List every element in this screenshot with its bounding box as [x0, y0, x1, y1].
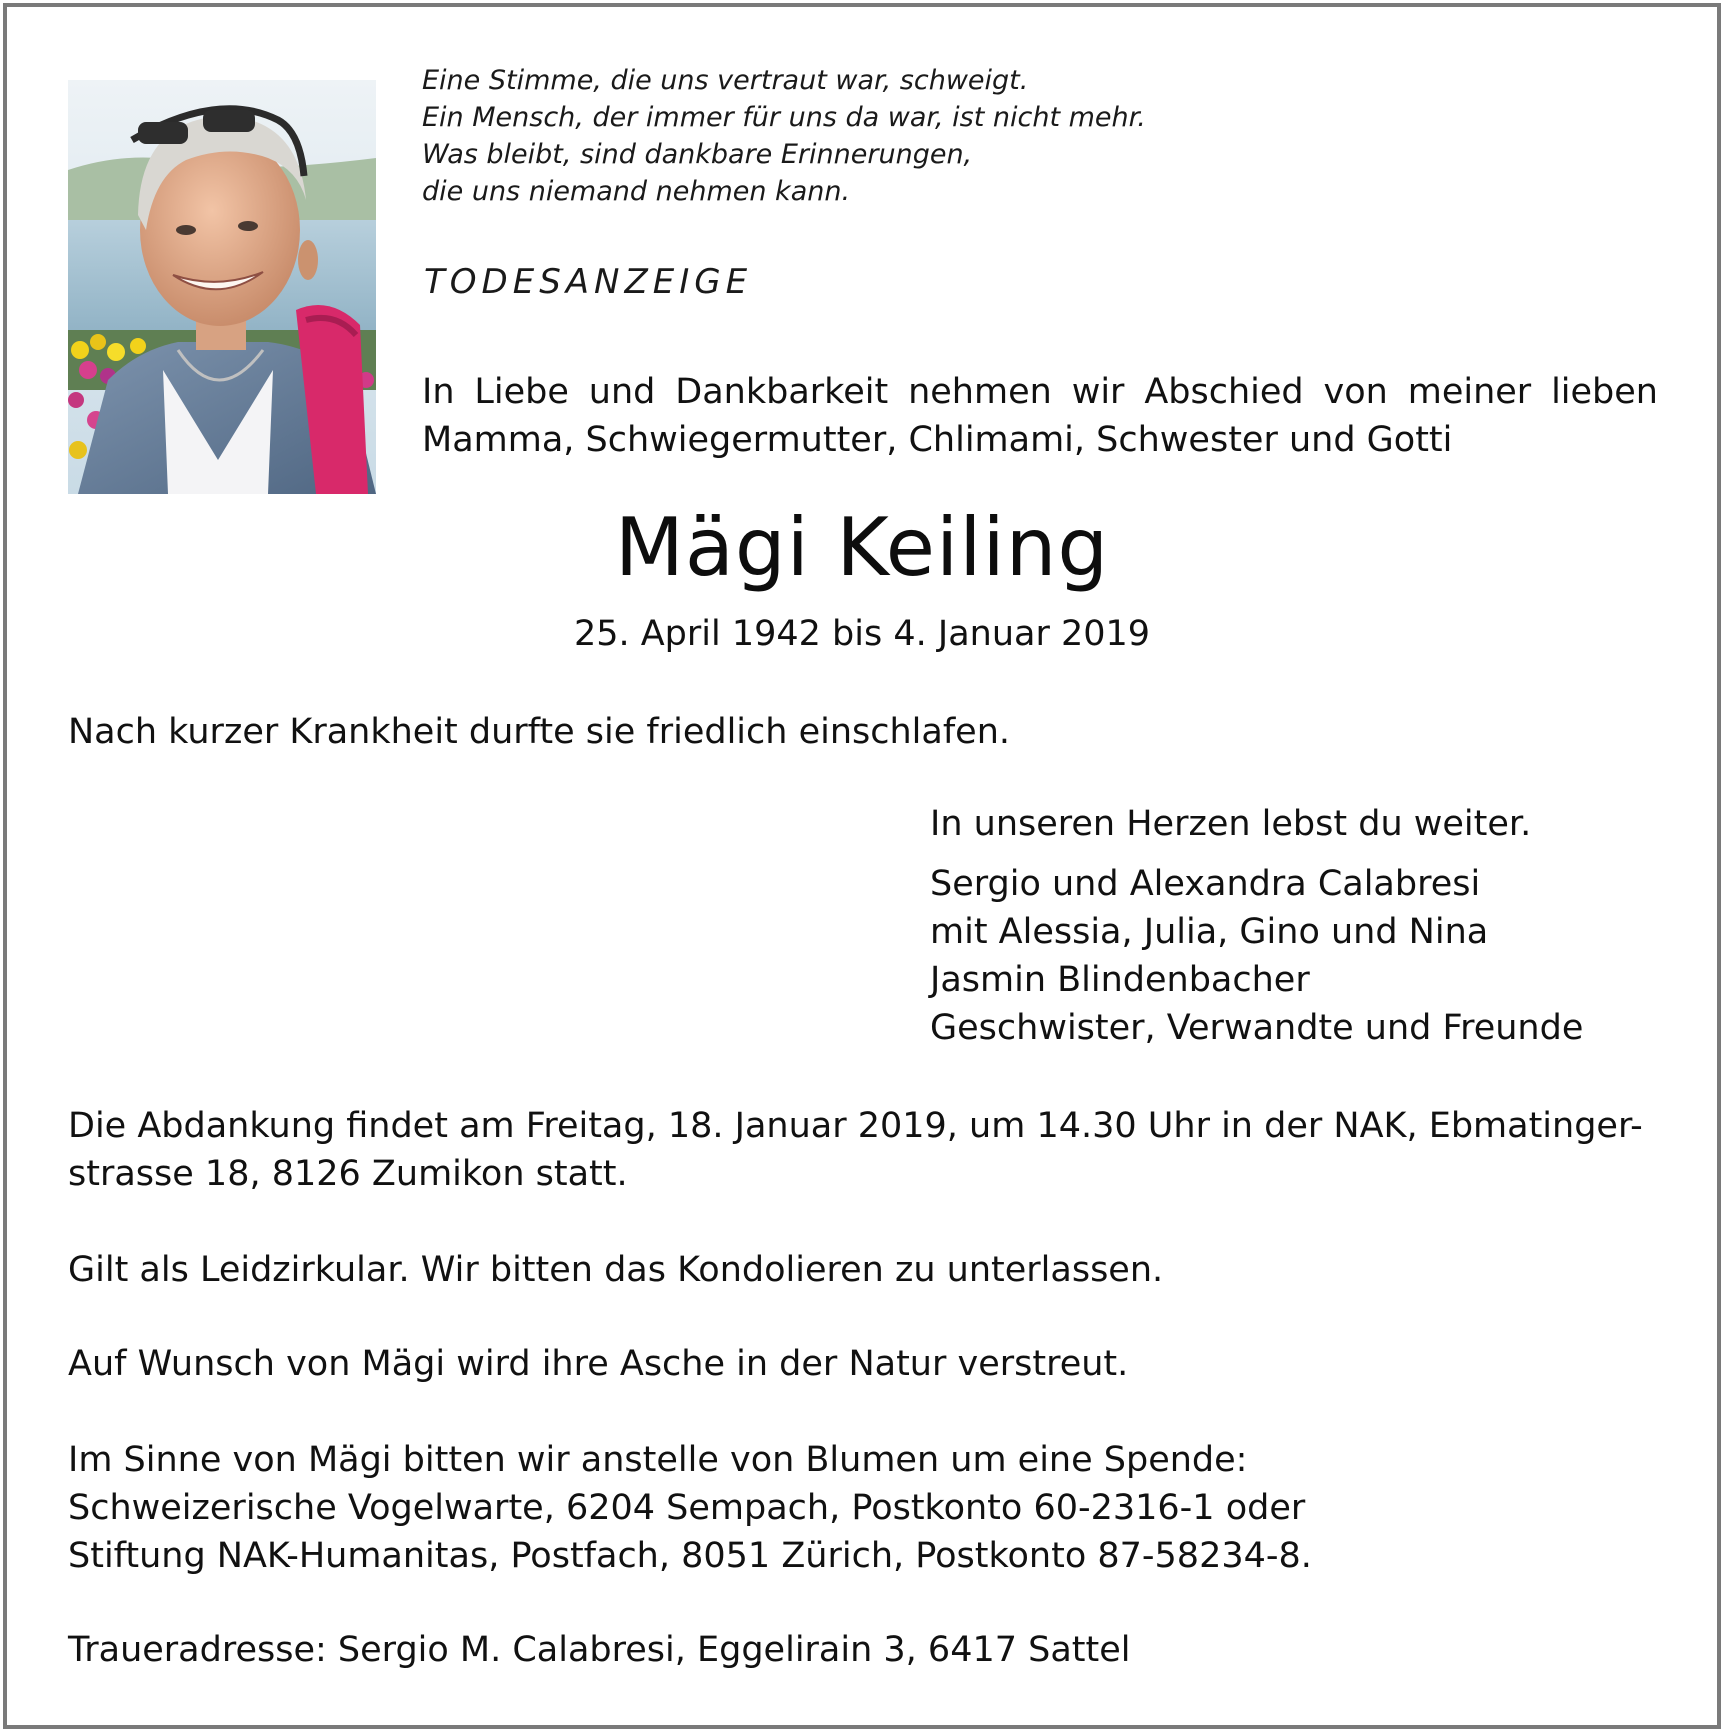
mourning-address: Traueradresse: Sergio M. Calabresi, Eggelirain 3, 6417 Sattel [68, 1630, 1131, 1670]
donation-line: Schweizerische Vogelwarte, 6204 Sempach, Postkonto 60-2316-1 oder [68, 1488, 1306, 1528]
notice-heading: TODESANZEIGE [424, 262, 753, 302]
donation-line: Stiftung NAK-Humanitas, Postfach, 8051 Zürich, Postkonto 87-58234-8. [68, 1536, 1312, 1576]
service-line: Die Abdankung findet am Freitag, 18. Januar 2019, um 14.30 Uhr in der NAK, Ebmatinger- [68, 1106, 1643, 1146]
service-line: strasse 18, 8126 Zumikon statt. [68, 1154, 628, 1194]
donation-line: Im Sinne von Mägi bitten wir anstelle von Blumen um eine Spende: [68, 1440, 1248, 1480]
poem-line: die uns niemand nehmen kann. [422, 176, 851, 207]
donation-info [68, 1436, 1312, 1580]
ashes-note: Auf Wunsch von Mägi wird ihre Asche in der Natur verstreut. [68, 1344, 1129, 1384]
intro-text [422, 368, 1658, 464]
life-dates: 25. April 1942 bis 4. Januar 2019 [573, 614, 1151, 654]
poem [422, 62, 1322, 210]
portrait-image [68, 80, 376, 494]
intro-line: In Liebe und Dankbarkeit nehmen wir Abschied von meiner lieben [422, 372, 1658, 412]
poem-line: Ein Mensch, der immer für uns da war, ist nicht mehr. [422, 102, 1146, 133]
family-member: Sergio und Alexandra Calabresi [930, 864, 1481, 904]
family-motto: In unseren Herzen lebst du weiter. [930, 804, 1532, 844]
circular-note: Gilt als Leidzirkular. Wir bitten das Kondolieren zu unterlassen. [68, 1250, 1164, 1290]
family-member: mit Alessia, Julia, Gino und Nina [930, 912, 1489, 952]
poem-line: Was bleibt, sind dankbare Erinnerungen, [422, 139, 973, 170]
illness-text: Nach kurzer Krankheit durfte sie friedlich einschlafen. [68, 712, 1011, 752]
service-info [68, 1102, 1658, 1198]
family-member: Jasmin Blindenbacher [930, 960, 1310, 1000]
intro-line: Mamma, Schwiegermutter, Chlimami, Schwester und Gotti [422, 420, 1453, 460]
deceased-name: Mägi Keiling [614, 501, 1110, 594]
family-block [930, 800, 1583, 1052]
family-member: Geschwister, Verwandte und Freunde [930, 1008, 1584, 1048]
portrait-photo [68, 80, 376, 494]
poem-line: Eine Stimme, die uns vertraut war, schweigt. [422, 65, 1029, 96]
